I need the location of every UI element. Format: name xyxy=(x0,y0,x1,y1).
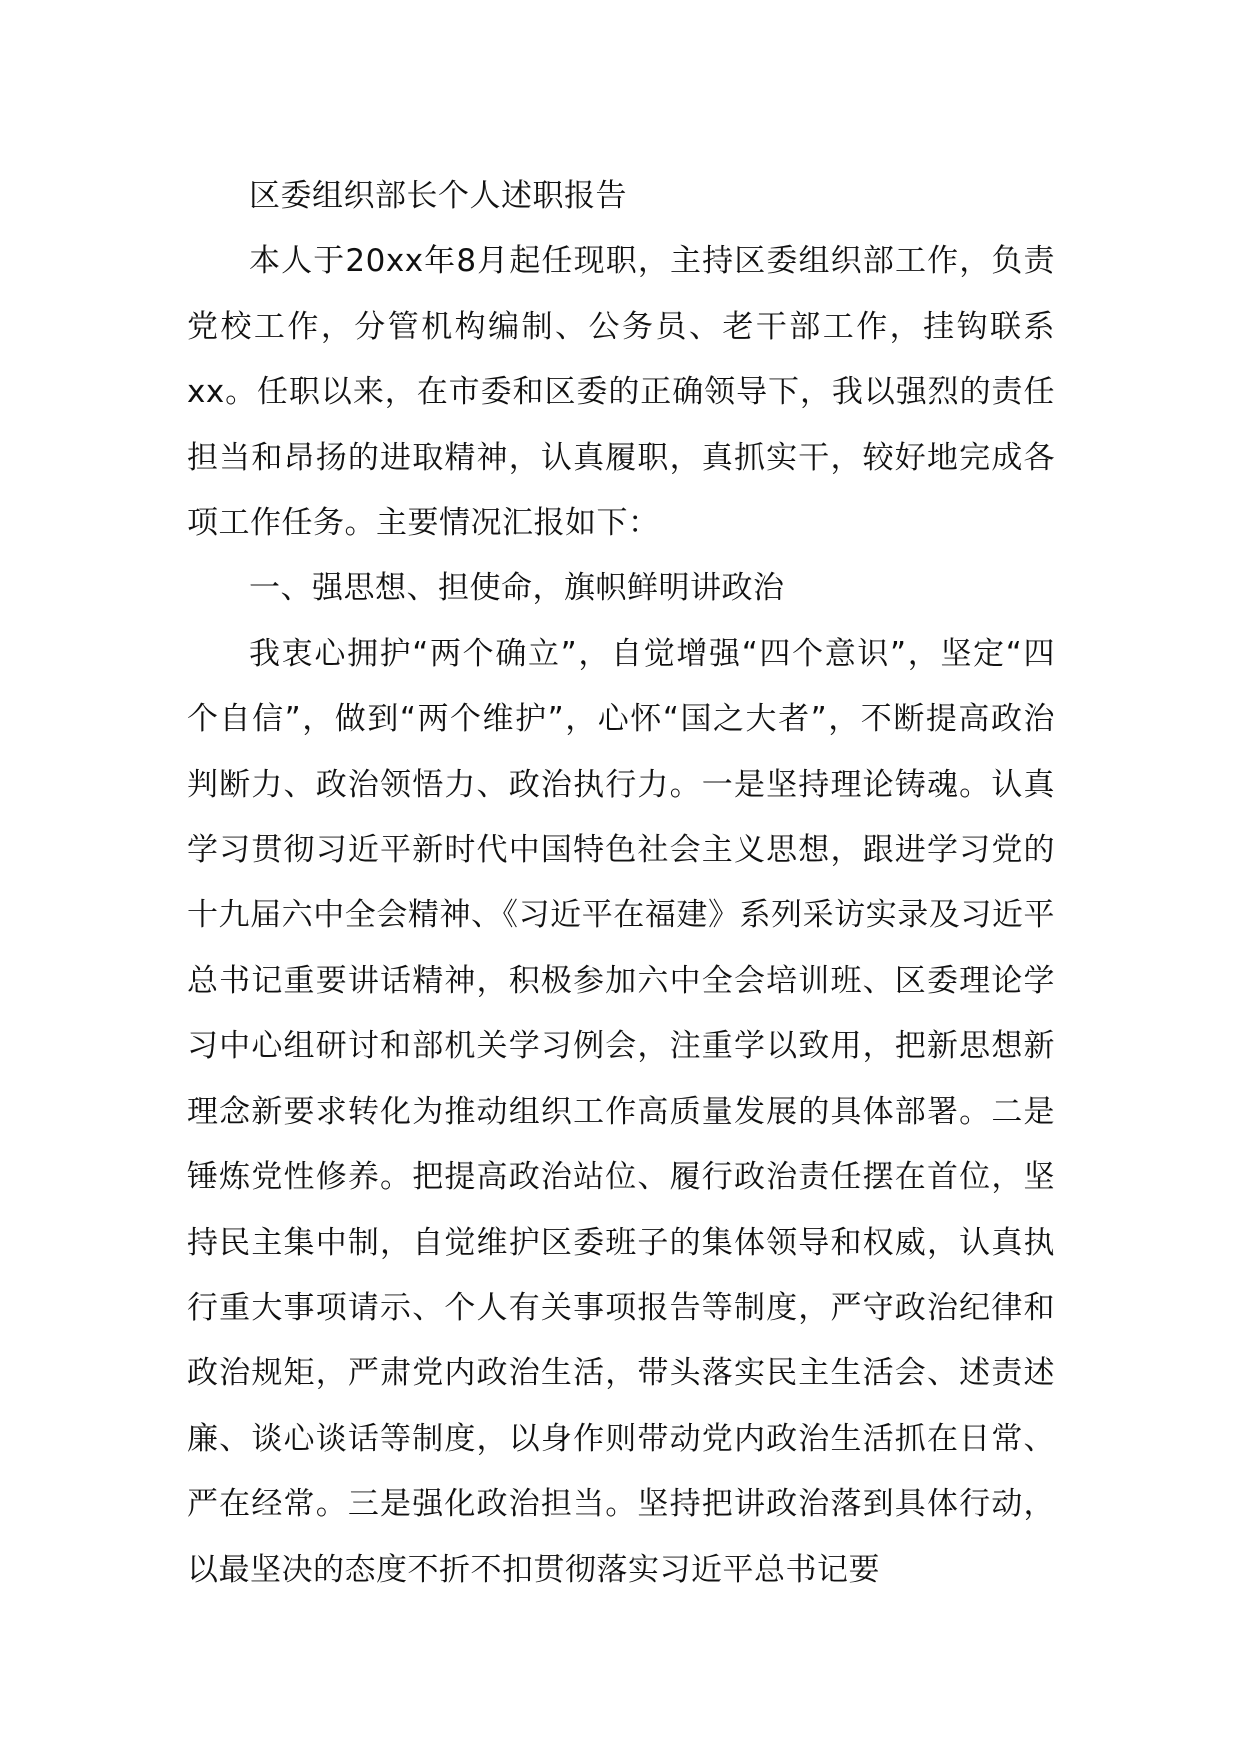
section-heading: 一、强思想、担使命，旗帜鲜明讲政治 xyxy=(249,570,785,607)
section-paragraph: 我衷心拥护“两个确立”，自觉增强“四个意识”，坚定“四个自信”，做到“两个维护”，心怀“国之大者”，不断提高政治判断力、政治领悟力、政治执行力。一是坚持理论铸魂。认真学习贯彻习近平新时代中国特色社会主义思想，跟进学习党的十九届六中全会精神、《习近平在福建》系列采访实录及习近平总书记重要讲话精神，积极参加六中全会培训班、区委理论学习中心组研讨和部机关学习例会，注重学以致用，把新思想新理念新要求转化为推动组织工作高质量发展的具体部署。二是锤炼党性修养。把提高政治站位、履行政治责任摆在首位，坚持民主集中制，自觉维护区委班子的集体领导和权威，认真执行重大事项请示、个人有关事项报告等制度，严守政治纪律和政治规矩，严肃党内政治生活，带头落实民主生活会、述责述廉、谈心谈话等制度，以身作则带动党内政治生活抓在日常、严在经常。三是强化政治担当。坚持把讲政治落到具体行动，以最坚决的态度不折不扣贯彻落实习近平总书记要 xyxy=(187,635,1055,1588)
document-body xyxy=(187,164,1055,1603)
document-title: 区委组织部长个人述职报告 xyxy=(249,178,627,214)
intro-paragraph: 本人于20xx年8月起任现职，主持区委组织部工作，负责党校工作，分管机构编制、公务员、老干部工作，挂钩联系xx。任职以来，在市委和区委的正确领导下，我以强烈的责任担当和昂扬的进取精神，认真履职，真抓实干，较好地完成各项工作任务。主要情况汇报如下： xyxy=(187,243,1055,542)
